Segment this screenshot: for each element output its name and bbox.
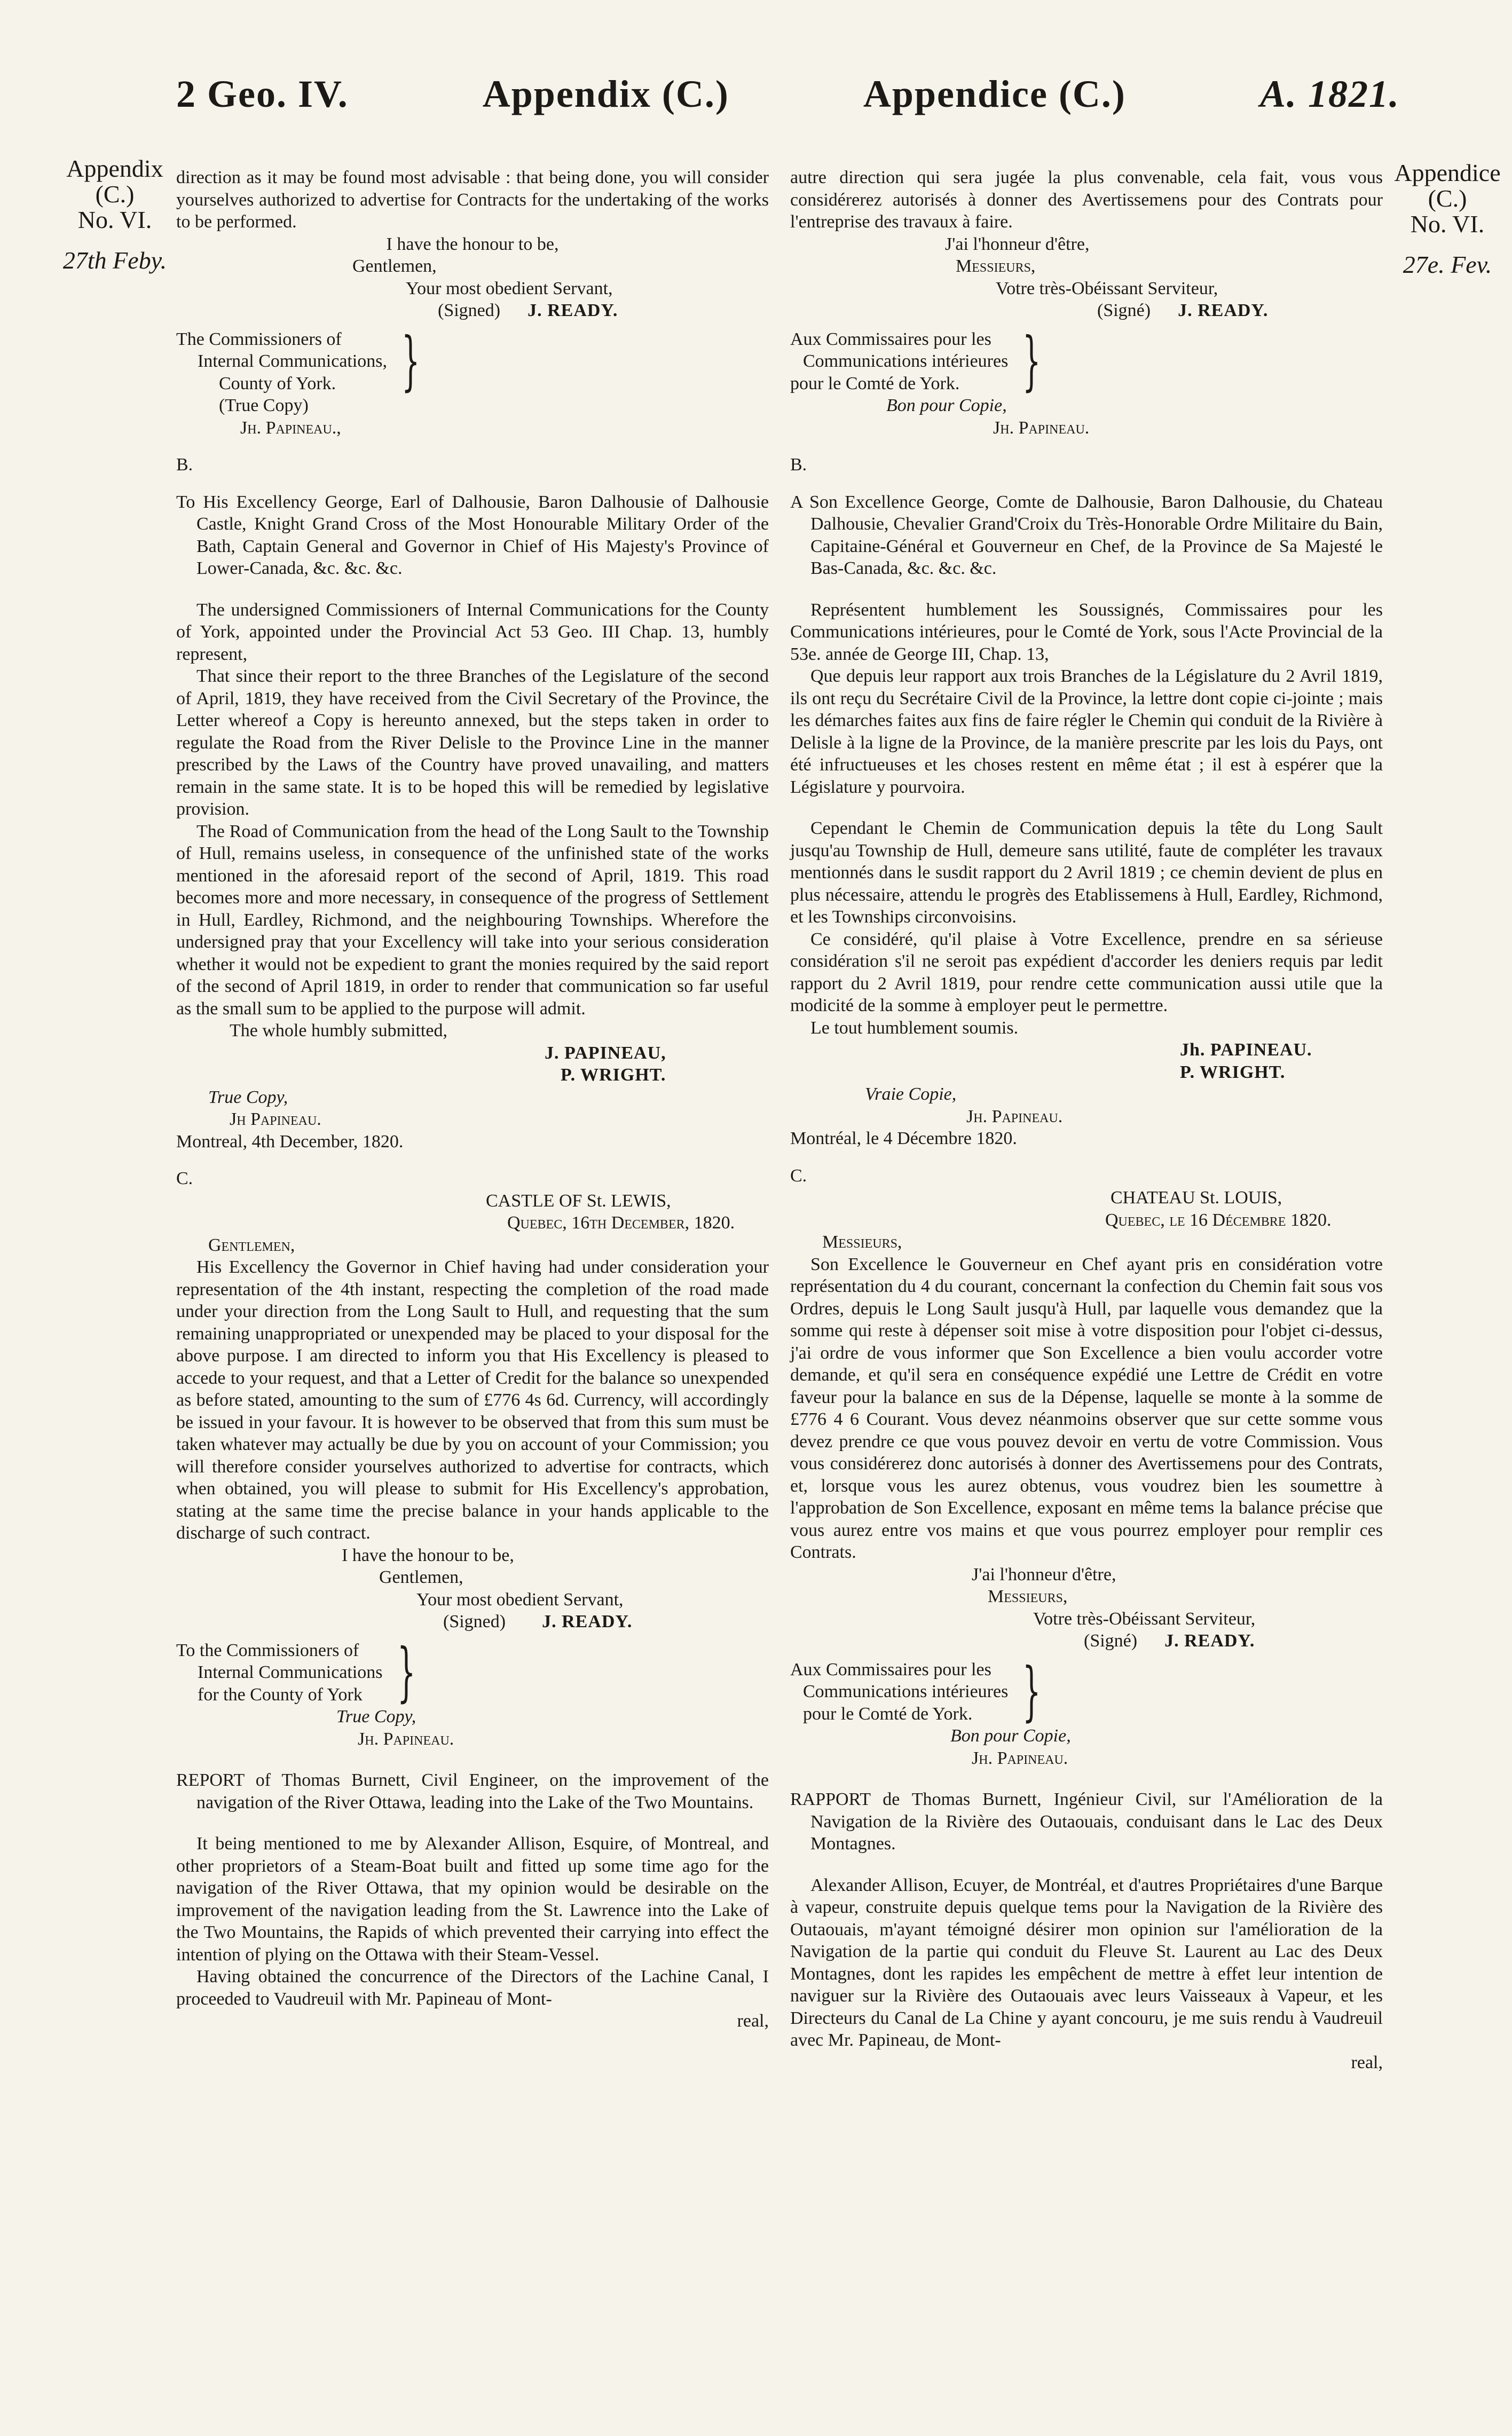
- fr-addr-line2: Communications intérieures: [803, 351, 1009, 371]
- fr-chateau: CHATEAU St. LOUIS,: [1111, 1188, 1282, 1208]
- fr-c-ready: J. READY.: [1164, 1631, 1255, 1651]
- en-c-addr-line3: for the County of York: [198, 1684, 363, 1705]
- fr-messieurs: Messieurs,: [956, 256, 1036, 276]
- en-sig-papineau: J. PAPINEAU,: [545, 1043, 666, 1063]
- fr-b-para2: Que depuis leur rapport aux trois Branches de la Législature du 2 Avril 1819, ils ont reçu du Secrétaire Civil de la Province, la lettre dont copie ci-jointe ; mais les démarches faites aux fins de faire régler le Chemin qui conduit de la Rivière à Delisle à la ligne de la Province, de la manière prescrite par les lois du Pays, ont été infructueuses et les choses restent en même état ; il est à espérer que la Législature y pourvoira.: [790, 666, 1383, 797]
- fr-bon-copie: Bon pour Copie,: [886, 396, 1007, 415]
- en-section-b: B.: [176, 455, 193, 475]
- en-report-para1: It being mentioned to me by Alexander Allison, Esquire, of Montreal, and other proprietors of a Steam-Boat built and fitted up some time ago for the navigation of the River Ottawa, that my opinion would be desirable on the improvement of the navigation leading from the St. Lawrence into the Lake of the Two Mountains, the Rapids of which prevented their carrying into effect the intention of plying on the Ottawa with their Steam-Vessel.: [176, 1834, 769, 1965]
- en-b-papineau: Jh Papineau.: [230, 1109, 321, 1129]
- en-b-para2: That since their report to the three Branches of the Legislature of the second of April, 1819, they have received from the Civil Secretary of the Province, the Letter whereof a Copy is hereunto annexed, but the steps taken in order to regulate the Road from the River Delisle to the Province Line in the manner prescribed by the Laws of the Country have proved unavailing, and matters remain in the same state. It is to be hoped this will be remedied by legislative provision.: [176, 666, 769, 819]
- en-c-gentlemen: Gentlemen,: [208, 1235, 295, 1255]
- margin-left-number: No. VI.: [77, 206, 152, 233]
- en-c-addr-line2: Internal Communications: [198, 1662, 383, 1682]
- en-addr-line1: The Commissioners of: [176, 329, 342, 349]
- en-ready: J. READY.: [527, 301, 618, 320]
- fr-b-papineau: Jh. Papineau.: [966, 1106, 1063, 1126]
- fr-sig-wright: P. WRIGHT.: [1180, 1062, 1286, 1082]
- en-c-signed: (Signed): [443, 1612, 506, 1631]
- en-sig-wright: P. WRIGHT.: [561, 1065, 666, 1085]
- en-c-true-copy: True Copy,: [336, 1707, 416, 1727]
- en-report-para2: Having obtained the concurrence of the Directors of the Lachine Canal, I proceeded to Vaudreuil with Mr. Papineau of Mont-: [176, 1967, 769, 2009]
- en-signed: (Signed): [438, 301, 501, 320]
- en-section-c: C.: [176, 1169, 193, 1188]
- margin-right-date: 27e. Fev.: [1403, 251, 1492, 278]
- fr-c-honour: J'ai l'honneur d'être,: [972, 1564, 1116, 1584]
- en-true-copy: (True Copy): [219, 396, 309, 415]
- fr-b-address: A Son Excellence George, Comte de Dalhousie, Baron Dalhousie, du Chateau Dalhousie, Chevalier Grand'Croix du Très-Honorable Ordre Militaire du Bain, Capitaine-Général et Gouverneur en Chef, de la Province de Sa Majesté le Bas-Canada, &c. &c. &c.: [790, 492, 1383, 578]
- header-regnal-year: 2 Geo. IV.: [176, 73, 349, 115]
- fr-signed: (Signé): [1097, 301, 1151, 320]
- fr-b-para3: Cependant le Chemin de Communication depuis la tête du Long Sault jusqu'au Township de Hull, demeure sans utilité, faute de compléter les travaux mentionnés dans le susdit rapport du 2 Avril 1819 ; ce chemin devient de plus en plus nécessaire, attendu le progrès des Etablissemens à Hull, Eardley, Richmond, et les Townships circonvoisins.: [790, 818, 1383, 927]
- margin-right-letter: (C.): [1428, 185, 1467, 212]
- fr-address-block: [790, 324, 1383, 398]
- en-papineau: Jh. Papineau.,: [240, 417, 341, 438]
- en-addr-line3: County of York.: [219, 373, 336, 393]
- en-report-catchword: real,: [737, 2011, 769, 2031]
- fr-c-addr-line2: Communications intérieures: [803, 1682, 1009, 1701]
- en-c-address-block: [176, 1635, 769, 1709]
- fr-c-address-block: [790, 1654, 1383, 1729]
- fr-servant: Votre très-Obéissant Serviteur,: [996, 278, 1218, 298]
- fr-ready: J. READY.: [1178, 301, 1269, 320]
- margin-note-left: [53, 156, 176, 273]
- fr-b-vraie-copie: Vraie Copie,: [865, 1084, 957, 1104]
- en-continuation: direction as it may be found most advisable : that being done, you will consider yourselves authorized to advertise for Contracts for the undertaking of the works to be performed.: [176, 168, 769, 232]
- en-gentlemen: Gentlemen,: [352, 256, 437, 276]
- margin-left-appendix: Appendix: [66, 155, 163, 182]
- english-column: [176, 167, 769, 2032]
- margin-left-letter: (C.): [95, 180, 135, 208]
- en-c-gentlemen2: Gentlemen,: [379, 1567, 463, 1587]
- margin-left-date: 27th Feby.: [62, 247, 167, 274]
- fr-c-addr-line3: pour le Comté de York.: [803, 1704, 973, 1724]
- en-b-para3: The Road of Communication from the head of the Long Sault to the Township of Hull, remains useless, in consequence of the unfinished state of the works mentioned in the aforesaid report of the second of April, 1819. This road becomes more and more necessary, in consequence of the progress of Settlement in Hull, Eardley, Richmond, and the neighbouring Townships. Wherefore the undersigned pray that your Excellency will take into your serious consideration whether it would not be expedient to grant the monies required by the said report of the second of April 1819, in order to render that communication so far useful as the small sum to be applied to the purpose will admit.: [176, 821, 769, 1019]
- margin-right-appendix: Appendice: [1394, 159, 1501, 186]
- brace-icon: }: [1022, 1654, 1041, 1729]
- fr-c-papineau: Jh. Papineau.: [972, 1748, 1068, 1768]
- en-servant: Your most obedient Servant,: [406, 278, 613, 298]
- fr-section-b: B.: [790, 455, 807, 475]
- fr-b-para1: Représentent humblement les Soussignés, Commissaires pour les Communications intérieures, pour le Comté de York, sous l'Acte Provincial de la 53e. année de George III, Chap. 13,: [790, 600, 1383, 664]
- en-b-para1: The undersigned Commissioners of Internal Communications for the County of York, appointed under the Provincial Act 53 Geo. III Chap. 13, humbly represent,: [176, 600, 769, 664]
- en-quebec-date: Quebec, 16th December, 1820.: [507, 1213, 735, 1233]
- french-column: [790, 167, 1383, 2074]
- en-b-address: To His Excellency George, Earl of Dalhousie, Baron Dalhousie of Dalhousie Castle, Knight Grand Cross of the Most Honourable Military Order of the Bath, Captain General and Governor in Chief of His Majesty's Province of Lower-Canada, &c. &c. &c.: [176, 492, 769, 578]
- en-c-honour: I have the honour to be,: [342, 1545, 514, 1565]
- en-c-addr-line1: To the Commissioners of: [176, 1640, 359, 1660]
- fr-papineau: Jh. Papineau.: [993, 417, 1090, 438]
- fr-c-servant: Votre très-Obéissant Serviteur,: [1033, 1609, 1256, 1629]
- fr-c-para1: Son Excellence le Gouverneur en Chef ayant pris en considération votre représentation du 4 du courant, concernant la confection du Chemin fait sous vos Ordres, depuis le Long Sault jusqu'à Hull, par laquelle vous demandez que la somme qui reste à dépenser soit mise à votre disposition pour l'objet ci-dessus, j'ai ordre de vous informer que Son Excellence a bien voulu accorder votre demande, et qu'il sera en conséquence expédié une Lettre de Crédit en votre faveur pour la balance en sus de la Dépense, laquelle se monte à la somme de £776 4 6 Courant. Vous devez néanmoins observer que sur cette somme vous devez prendre ce que vous pouvez devoir en vertu de votre Commission. Vous vous considérerez donc autorisés à donner des Avertissemens pour des Contrats, et, lorsque vous les aurez obtenus, vous voudrez bien les soumettre à l'approbation de Son Excellence, exposant en même tems la balance précise que vous aurez entre vos mains et que vous pourrez employer pour remplir ces Contrats.: [790, 1254, 1383, 1562]
- en-c-para1: His Excellency the Governor in Chief having had under consideration your representation of the 4th instant, respecting the completion of the road made under your direction from the Long Sault to Hull, and requesting that the sum remaining unappropriated or unexpended may be placed to your disposal for the above purpose. I am directed to inform you that His Excellency is pleased to accede to your request, and that a Letter of Credit for the balance so unexpended as before stated, amounting to the sum of £776 4s 6d. Currency, will accordingly be issued in your favour. It is however to be observed that from this sum must be taken whatever may actually be due by you on account of your Commission; you will therefore consider yourselves authorized to advertise for contracts, which when obtained, you will please to submit for His Excellency's approbation, stating at the same time the precise balance in your hands applicable to the discharge of such contract.: [176, 1257, 769, 1543]
- en-addr-line2: Internal Communications,: [198, 351, 388, 371]
- fr-report-catchword: real,: [1351, 2052, 1383, 2072]
- en-c-papineau: Jh. Papineau.: [358, 1729, 454, 1749]
- fr-b-date: Montréal, le 4 Décembre 1820.: [790, 1129, 1017, 1148]
- en-address-block: [176, 324, 769, 398]
- fr-section-c: C.: [790, 1165, 807, 1186]
- brace-icon: }: [1022, 324, 1041, 398]
- fr-report-para1: Alexander Allison, Ecuyer, de Montréal, et d'autres Propriétaires d'une Barque à vapeur, construite depuis quelque tems pour la Navigation de la Rivière des Outaouais, m'ayant témoigné désirer mon opinion sur l'amélioration de la Navigation de la partie qui conduit du Fleuve St. Laurent au Lac des Deux Montagnes, dont les rapides les empêchent de mettre à effet leur intention de naviguer sur la Rivière des Outaouais avec leurs Vaisseaux à Vapeur, et les Directeurs du Canal de La Chine y ayant concouru, je me suis rendu à Vaudreuil avec Mr. Papineau, de Mont-: [790, 1875, 1383, 2050]
- fr-addr-line1: Aux Commissaires pour les: [790, 329, 991, 349]
- fr-report-title: RAPPORT de Thomas Burnett, Ingénieur Civil, sur l'Amélioration de la Navigation de la Rivière des Outaouais, conduisant dans le Lac des Deux Montagnes.: [790, 1789, 1383, 1854]
- brace-icon: }: [401, 324, 420, 398]
- fr-continuation: autre direction qui sera jugée la plus convenable, cela fait, vous vous considérerez autorisés à donner des Avertissemens pour des Contrats pour l'entreprise des travaux à faire.: [790, 168, 1383, 232]
- en-c-servant: Your most obedient Servant,: [416, 1589, 624, 1610]
- en-honour: I have the honour to be,: [386, 234, 559, 254]
- header-appendix-en: Appendix (C.): [482, 73, 729, 115]
- en-report-title: REPORT of Thomas Burnett, Civil Engineer, on the improvement of the navigation of the River Ottawa, leading into the Lake of the Two Mountains.: [176, 1770, 769, 1812]
- fr-sig-papineau: Jh. PAPINEAU.: [1180, 1040, 1312, 1060]
- fr-addr-line3: pour le Comté de York.: [790, 373, 960, 393]
- fr-quebec-date: Quebec, le 16 Décembre 1820.: [1105, 1210, 1332, 1230]
- en-b-true-copy: True Copy,: [208, 1087, 288, 1107]
- running-header: [176, 72, 1400, 125]
- fr-c-messieurs2: Messieurs,: [988, 1587, 1068, 1606]
- en-c-ready: J. READY.: [542, 1612, 633, 1631]
- fr-c-messieurs: Messieurs,: [822, 1232, 902, 1252]
- header-appendix-fr: Appendice (C.): [863, 73, 1126, 115]
- fr-c-bon-copie: Bon pour Copie,: [950, 1726, 1071, 1746]
- header-year: A. 1821.: [1259, 73, 1400, 115]
- fr-b-para4: Ce considéré, qu'il plaise à Votre Excellence, prendre en sa sérieuse considération s'il ne seroit pas expédient d'accorder les deniers requis par ledit rapport du 2 Avril 1819, pour rendre cette communication aussi utile que la modicité de la somme à employer peut le permettre.: [790, 929, 1383, 1015]
- fr-c-signed: (Signé): [1084, 1631, 1138, 1651]
- brace-icon: }: [397, 1635, 415, 1709]
- en-b-date: Montreal, 4th December, 1820.: [176, 1131, 404, 1152]
- fr-c-addr-line1: Aux Commissaires pour les: [790, 1659, 991, 1680]
- margin-right-number: No. VI.: [1410, 210, 1485, 238]
- en-castle: CASTLE OF St. LEWIS,: [486, 1191, 671, 1211]
- fr-b-submitted: Le tout humblement soumis.: [810, 1018, 1019, 1038]
- fr-honour: J'ai l'honneur d'être,: [945, 234, 1090, 254]
- margin-note-right: [1388, 160, 1507, 278]
- en-b-submitted: The whole humbly submitted,: [230, 1021, 447, 1040]
